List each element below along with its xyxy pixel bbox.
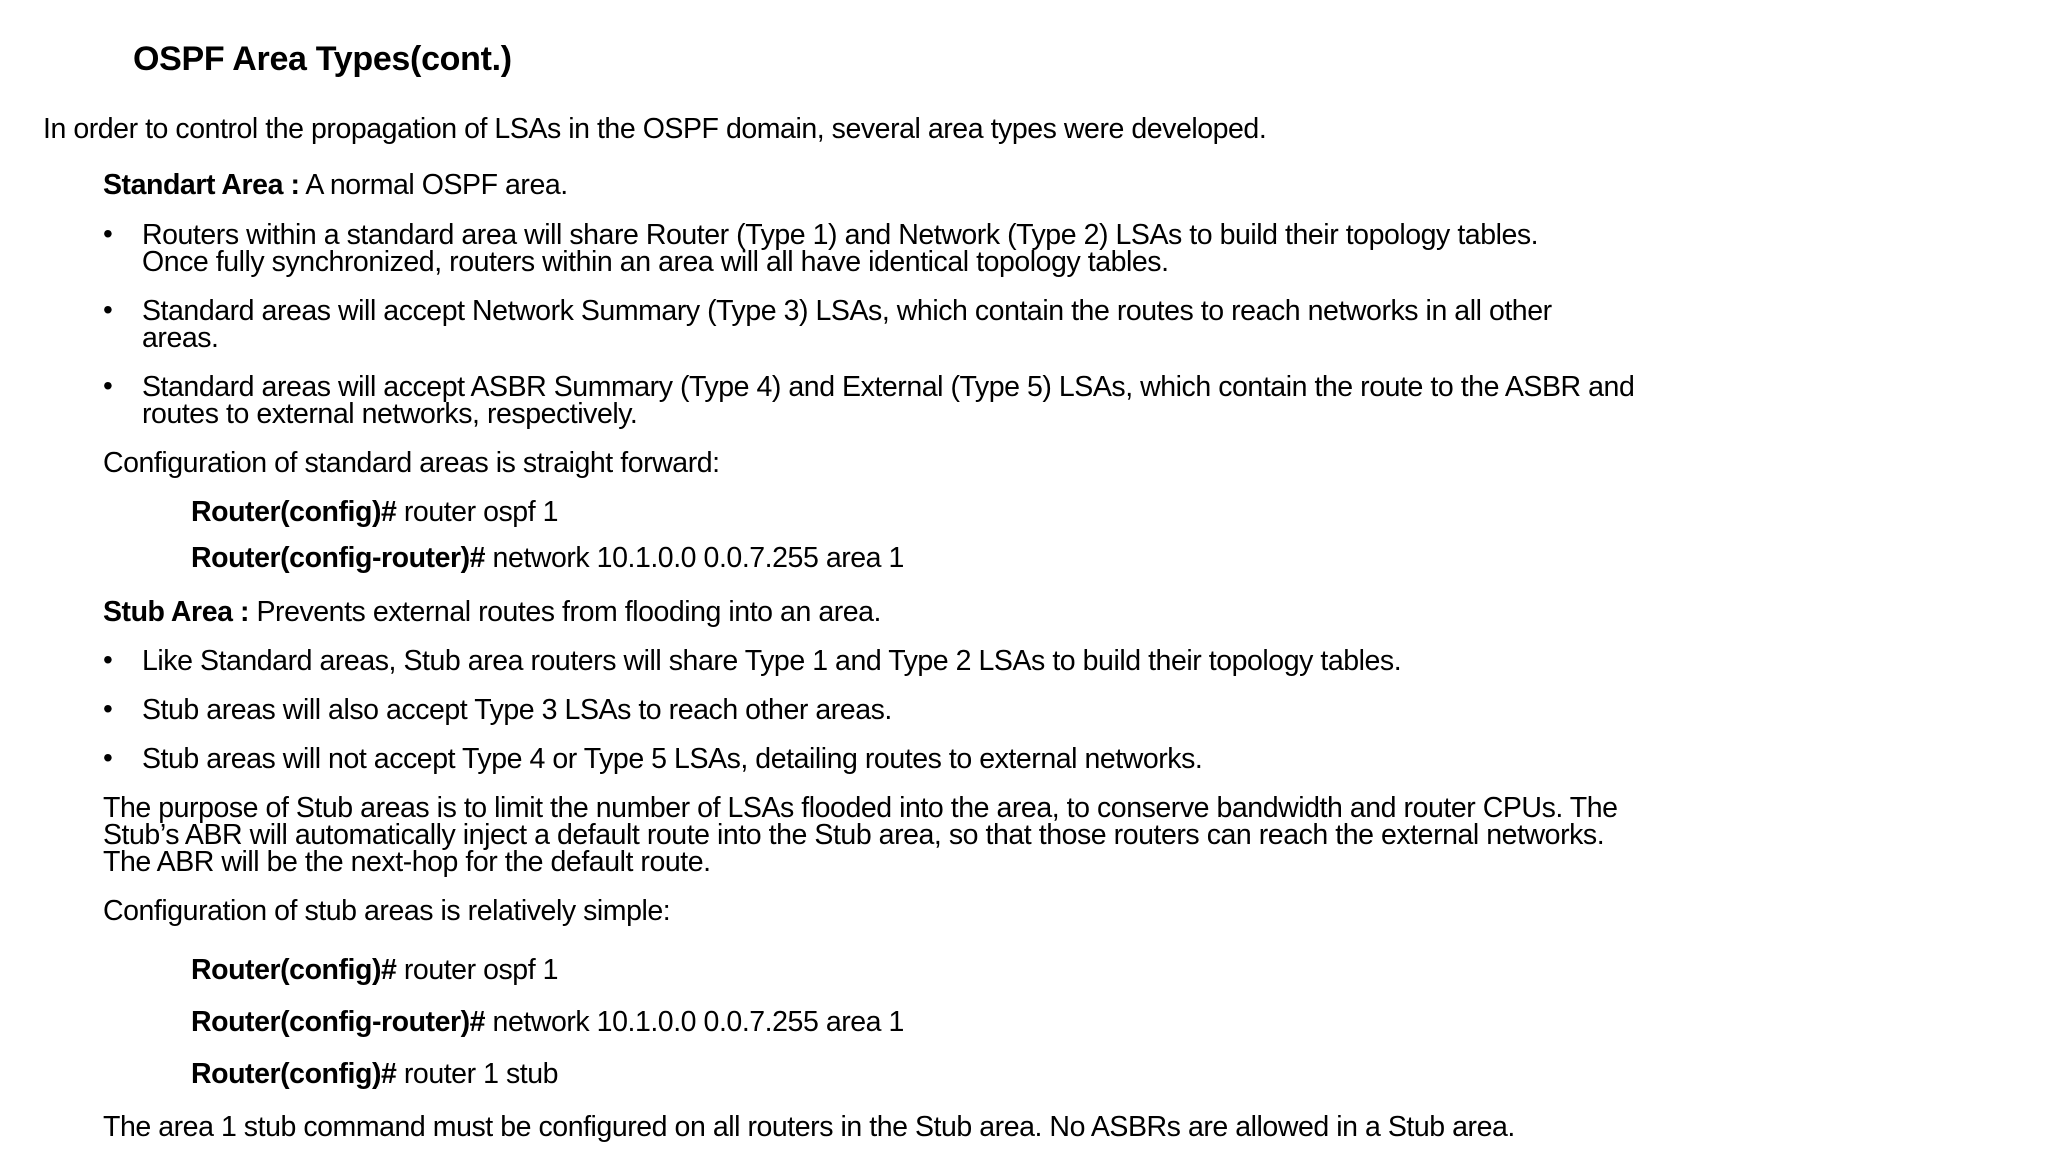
cli-prompt: Router(config-router)# [191,1006,486,1038]
stub-bullet-2: Stub areas will also accept Type 3 LSAs to reach other areas. [142,694,892,726]
cli-prompt: Router(config)# [191,496,397,528]
bullet-icon: • [103,294,113,325]
intro-text: In order to control the propagation of LSAs in the OSPF domain, several area types were developed. [43,113,1267,145]
cli-command: network 10.1.0.0 0.0.7.255 area 1 [485,542,904,574]
stub-command-3 [191,1060,558,1089]
stub-area-heading [103,598,881,627]
cli-prompt: Router(config)# [191,954,397,986]
standard-bullet-3-line-1: Standard areas will accept ASBR Summary (Type 4) and External (Type 5) LSAs, which contain the route to the ASBR and [142,371,1635,403]
cli-command: router 1 stub [396,1058,559,1090]
stub-command-2 [191,1008,904,1037]
bullet-icon: • [103,742,113,773]
stub-config-intro: Configuration of stub areas is relatively simple: [103,895,671,927]
cli-prompt: Router(config)# [191,1058,397,1090]
stub-command-1 [191,956,558,985]
stub-purpose-line-2: Stub’s ABR will automatically inject a default route into the Stub area, so that those routers can reach the external networks. [103,819,1605,851]
stub-bullet-1: Like Standard areas, Stub area routers will share Type 1 and Type 2 LSAs to build their topology tables. [142,645,1402,677]
stub-closing-text: The area 1 stub command must be configured on all routers in the Stub area. No ASBRs are allowed in a Stub area. [103,1111,1515,1143]
stub-bullet-3: Stub areas will not accept Type 4 or Type 5 LSAs, detailing routes to external networks. [142,743,1203,775]
standard-area-heading [103,171,568,200]
bullet-icon: • [103,644,113,675]
standard-bullet-2-line-2: areas. [142,322,219,354]
cli-command: network 10.1.0.0 0.0.7.255 area 1 [485,1006,904,1038]
stub-area-desc: Prevents external routes from flooding into an area. [249,596,882,628]
stub-purpose-line-1: The purpose of Stub areas is to limit the number of LSAs flooded into the area, to conserve bandwidth and router CPUs. The [103,792,1618,824]
stub-area-label: Stub Area : [103,596,250,628]
standard-bullet-1-line-1: Routers within a standard area will share Router (Type 1) and Network (Type 2) LSAs to build their topology tables. [142,219,1539,251]
page-title: OSPF Area Types(cont.) [133,40,512,78]
standard-config-intro: Configuration of standard areas is straight forward: [103,447,720,479]
stub-purpose-line-3: The ABR will be the next-hop for the default route. [103,846,711,878]
standard-bullet-1-line-2: Once fully synchronized, routers within an area will all have identical topology tables. [142,246,1169,278]
bullet-icon: • [103,693,113,724]
standard-command-1 [191,498,558,527]
cli-prompt: Router(config-router)# [191,542,486,574]
bullet-icon: • [103,370,113,401]
bullet-icon: • [103,218,113,249]
standard-area-label: Standart Area : [103,169,300,201]
standard-area-desc: A normal OSPF area. [299,169,568,201]
standard-bullet-3-line-2: routes to external networks, respectively. [142,398,638,430]
cli-command: router ospf 1 [396,496,559,528]
standard-command-2 [191,544,904,573]
cli-command: router ospf 1 [396,954,559,986]
standard-bullet-2-line-1: Standard areas will accept Network Summary (Type 3) LSAs, which contain the routes to reach networks in all other [142,295,1552,327]
